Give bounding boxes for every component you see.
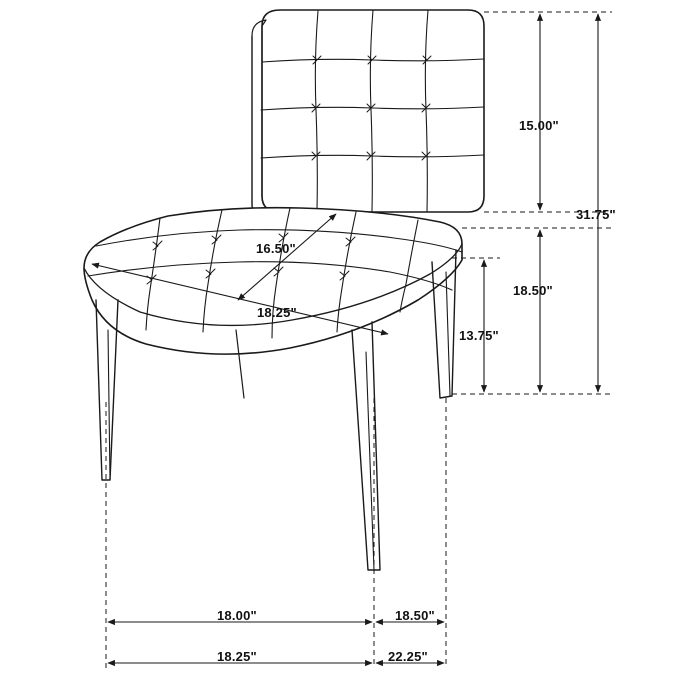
- backrest-outline: [262, 10, 484, 212]
- dim-label-overall-height: 31.75": [576, 207, 616, 222]
- dim-label-overall-width: 18.25": [217, 649, 257, 664]
- dim-label-seat-width-diagonal: 18.25": [257, 305, 297, 320]
- leg-front-right-inner: [366, 352, 374, 570]
- dim-label-side-depth-upper: 18.50": [395, 608, 435, 623]
- dim-label-seat-height: 13.75": [459, 328, 499, 343]
- dim-label-seat-back-height: 18.50": [513, 283, 553, 298]
- dim-label-back-height: 15.00": [519, 118, 559, 133]
- leg-front-left-inner: [108, 330, 110, 480]
- dim-label-seat-depth-diagonal: 16.50": [256, 241, 296, 256]
- dim-label-front-leg-span: 18.00": [217, 608, 257, 623]
- leg-back-right-inner: [446, 272, 450, 396]
- dim-label-overall-depth: 22.25": [388, 649, 428, 664]
